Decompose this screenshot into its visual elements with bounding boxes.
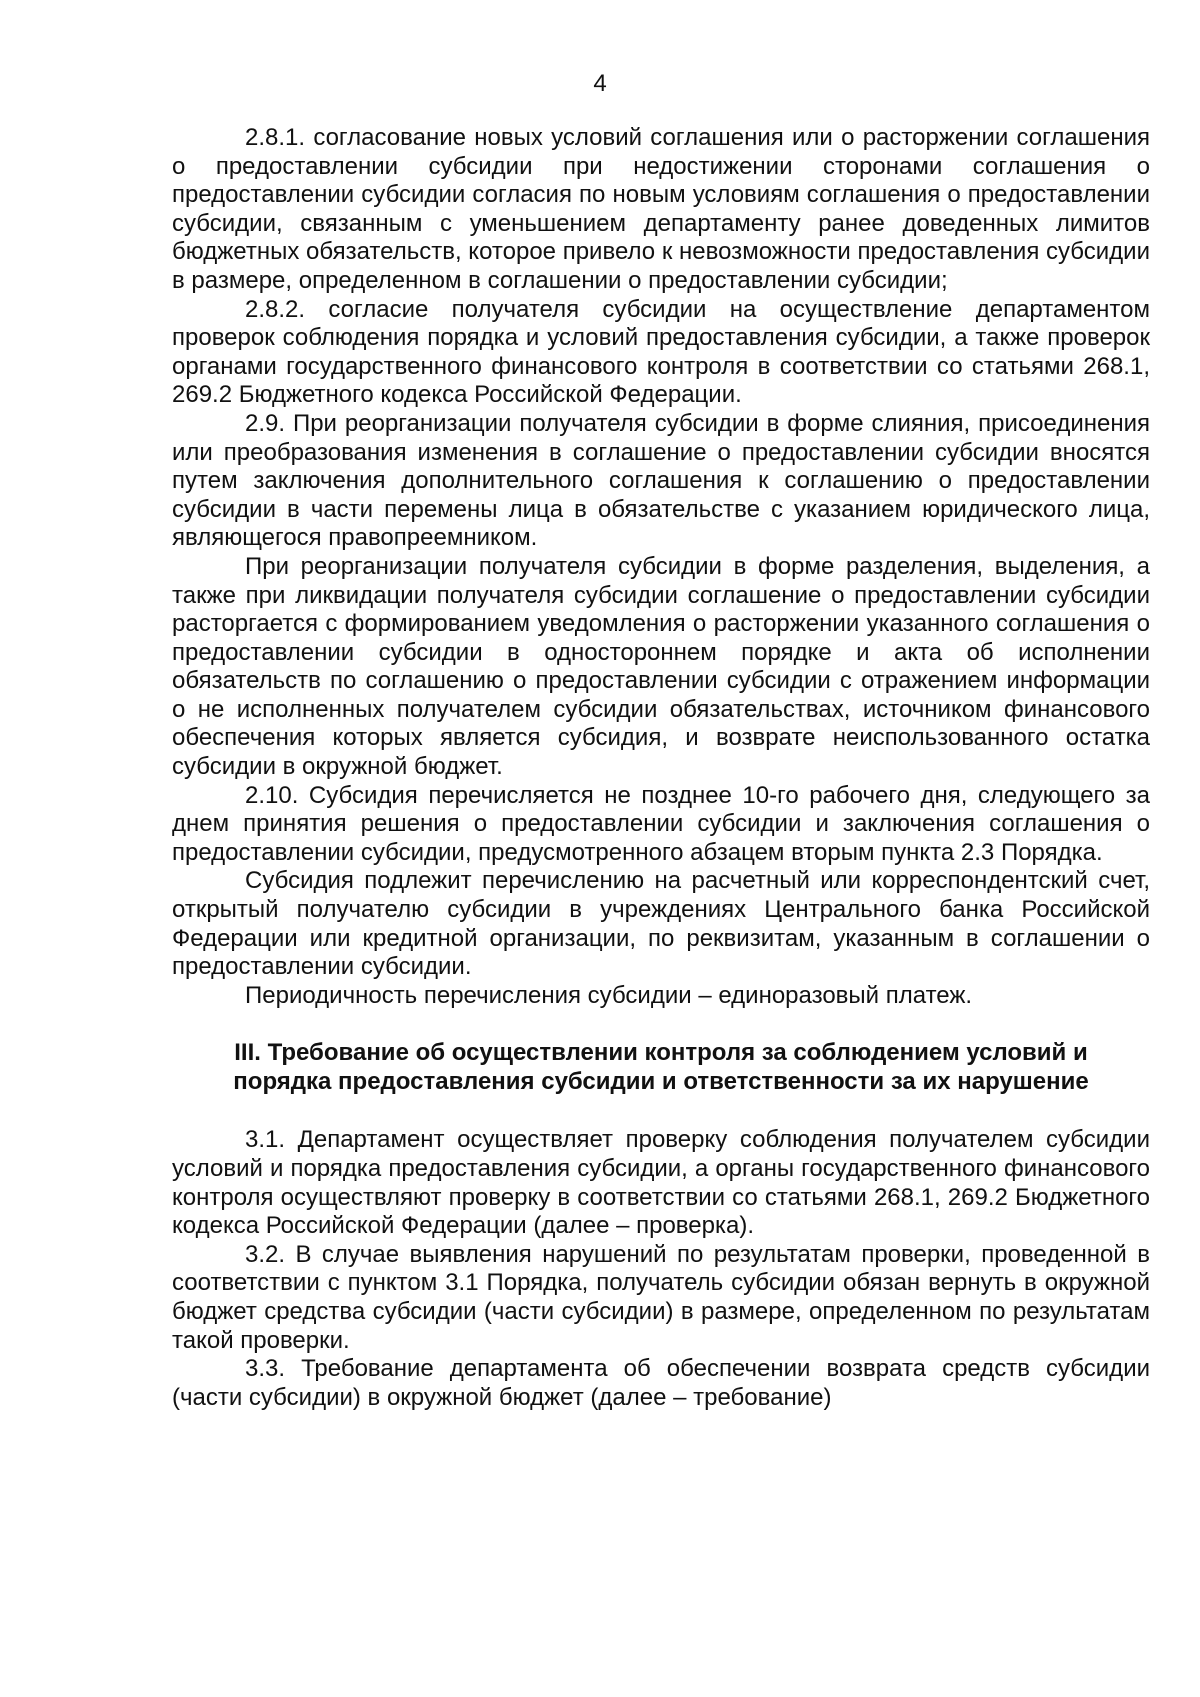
paragraph-3-3: 3.3. Требование департамента об обеспечении возврата средств субсидии (части субсидии) в окружной бюджет (далее – требование) xyxy=(172,1355,1150,1411)
section-heading xyxy=(172,1038,1150,1096)
section-heading-line-1: III. Требование об осуществлении контроля за соблюдением условий и xyxy=(234,1039,1088,1067)
paragraph-3-2: 3.2. В случае выявления нарушений по результатам проверки, проведенной в соответствии с пунктом 3.1 Порядка, получатель субсидии обязан вернуть в окружной бюджет средства субсидии (части субсидии) в размере, определенном по результатам такой проверки. xyxy=(172,1240,1150,1354)
paragraph-transfer-account: Субсидия подлежит перечислению на расчетный или корреспондентский счет, открытый получателю субсидии в учреждениях Центрального банка Российской Федерации или кредитной организации, по реквизитам, указанным в соглашении о предоставлении субсидии. xyxy=(172,867,1150,981)
paragraph-2-10: 2.10. Субсидия перечисляется не позднее 10-го рабочего дня, следующего за днем принятия решения о предоставлении субсидии и заключения соглашения о предоставлении субсидии, предусмотренного абзацем вторым пункта 2.3 Порядка. xyxy=(172,781,1150,866)
paragraph-reorganization: При реорганизации получателя субсидии в форме разделения, выделения, а также при ликвидации получателя субсидии соглашение о предоставлении субсидии расторгается с формированием уведомления о расторжении указанного соглашения о предоставлении субсидии в одностороннем порядке и акта об исполнении обязательств по соглашению о предоставлении субсидии с отражением информации о не исполненных получателем субсидии обязательствах, источником финансового обеспечения которых является субсидия, и возврате неиспользованного остатка субсидии в окружной бюджет. xyxy=(172,552,1150,781)
paragraph-periodicity: Периодичность перечисления субсидии – единоразовый платеж. xyxy=(245,981,973,1009)
paragraph-2-8-1: 2.8.1. согласование новых условий соглашения или о расторжении соглашения о предоставлении субсидии при недостижении сторонами соглашения о предоставлении субсидии согласия по новым условиям соглашения о предоставлении субсидии, связанным с уменьшением департаменту ранее доведенных лимитов бюджетных обязательств, которое привело к невозможности предоставления субсидии в размере, определенном в соглашении о предоставлении субсидии; xyxy=(172,124,1150,294)
section-heading-line-2: порядка предоставления субсидии и ответственности за их нарушение xyxy=(233,1068,1089,1096)
paragraph-2-9: 2.9. При реорганизации получателя субсидии в форме слияния, присоединения или преобразования изменения в соглашение о предоставлении субсидии вносятся путем заключения дополнительного соглашения к соглашению о предоставлении субсидии в части перемены лица в обязательстве с указанием юридического лица, являющегося правопреемником. xyxy=(172,409,1150,552)
paragraph-3-1: 3.1. Департамент осуществляет проверку соблюдения получателем субсидии условий и порядка предоставления субсидии, а органы государственного финансового контроля осуществляют проверку в соответствии со статьями 268.1, 269.2 Бюджетного кодекса Российской Федерации (далее – проверка). xyxy=(172,1126,1150,1240)
page-number: 4 xyxy=(593,70,607,97)
paragraph-2-8-2: 2.8.2. согласие получателя субсидии на осуществление департаментом проверок соблюдения порядка и условий предоставления субсидии, а также проверок органами государственного финансового контроля в соответствии со статьями 268.1, 269.2 Бюджетного кодекса Российской Федерации. xyxy=(172,295,1150,409)
document-body xyxy=(172,124,1150,1412)
